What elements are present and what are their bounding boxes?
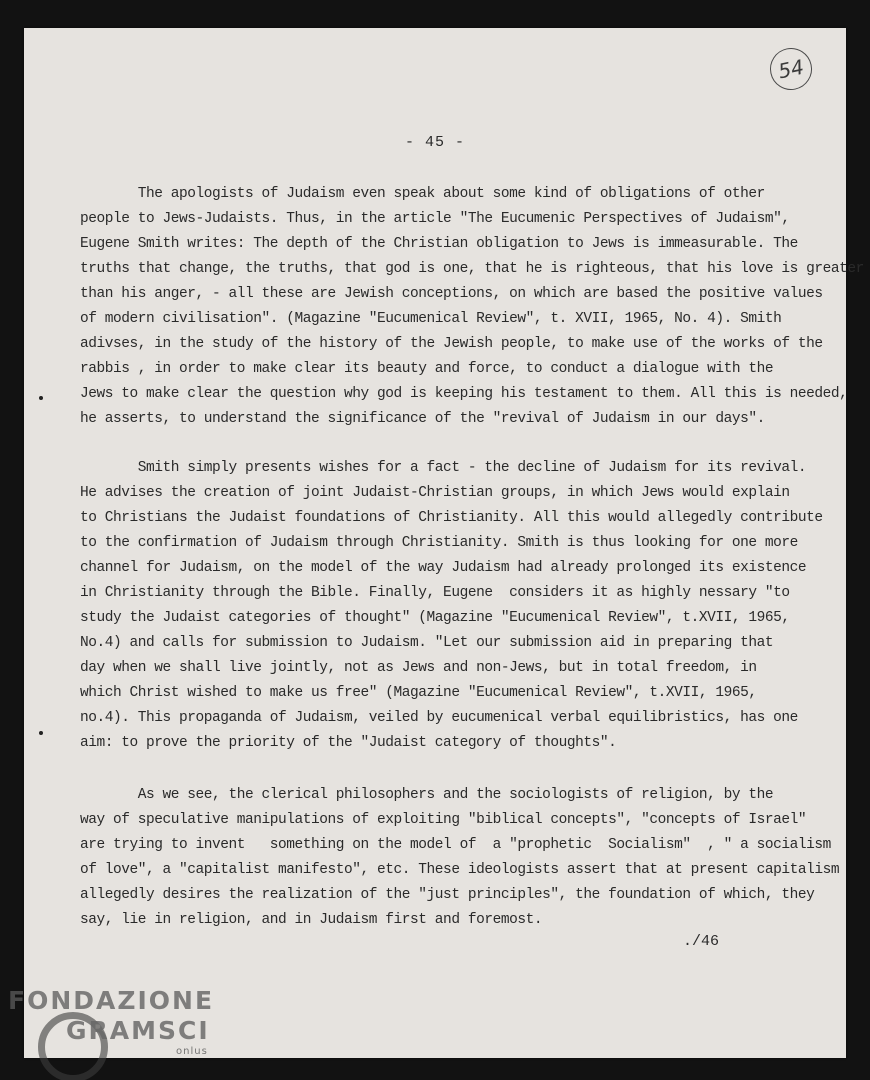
text-line: The apologists of Judaism even speak about some kind of obligations of other xyxy=(80,186,765,202)
text-line: to Christians the Judaist foundations of Christianity. All this would allegedly contribute xyxy=(80,510,823,526)
text-line: day when we shall live jointly, not as Jews and non-Jews, but in total freedom, in xyxy=(80,660,757,676)
text-line: study the Judaist categories of thought" (Magazine "Eucumenical Review", t.XVII, 1965, xyxy=(80,610,790,626)
watermark-logo-icon xyxy=(38,1012,108,1080)
text-line: which Christ wished to make us free" (Magazine "Eucumenical Review", t.XVII, 1965, xyxy=(80,685,757,701)
text-line: Jews to make clear the question why god is keeping his testament to them. All this is needed, xyxy=(80,386,848,402)
page-number: - 45 - xyxy=(404,134,465,151)
text-line: adivses, in the study of the history of the Jewish people, to make use of the works of the xyxy=(80,336,823,352)
watermark-line-1: FONDAZIONE xyxy=(8,986,215,1015)
watermark-suffix: onlus xyxy=(176,1046,208,1057)
text-line: allegedly desires the realization of the "just principles", the foundation of which, they xyxy=(80,887,815,903)
text-line: no.4). This propaganda of Judaism, veiled by eucumenical verbal equilibristics, has one xyxy=(80,710,798,726)
text-line: of love", a "capitalist manifesto", etc. These ideologists assert that at present capitalism xyxy=(80,862,840,878)
text-line: of modern civilisation". (Magazine "Eucumenical Review", t. XVII, 1965, No. 4). Smith xyxy=(80,311,782,327)
text-line: He advises the creation of joint Judaist-Christian groups, in which Jews would explain xyxy=(80,485,790,501)
margin-punch-mark xyxy=(39,396,43,400)
text-line: are trying to invent something on the model of a "prophetic Socialism" , " a socialism xyxy=(80,837,831,853)
text-line: aim: to prove the priority of the "Judaist category of thoughts". xyxy=(80,735,617,751)
text-line: to the confirmation of Judaism through Christianity. Smith is thus looking for one more xyxy=(80,535,798,551)
paragraph-1 xyxy=(80,182,864,432)
paragraph-3 xyxy=(80,783,839,933)
text-line: than his anger, - all these are Jewish conceptions, on which are based the positive values xyxy=(80,286,823,302)
continuation-marker: ./46 xyxy=(683,933,720,950)
text-line: say, lie in religion, and in Judaism first and foremost. xyxy=(80,912,543,928)
text-line: Smith simply presents wishes for a fact - the decline of Judaism for its revival. xyxy=(80,460,807,476)
archive-watermark xyxy=(8,986,215,1057)
text-line: channel for Judaism, on the model of the way Judaism had already prolonged its existence xyxy=(80,560,807,576)
text-line: As we see, the clerical philosophers and the sociologists of religion, by the xyxy=(80,787,774,803)
watermark-line-2: GRAMSCI xyxy=(66,1016,210,1045)
text-line: way of speculative manipulations of exploiting "biblical concepts", "concepts of Israel" xyxy=(80,812,807,828)
margin-punch-mark xyxy=(39,731,43,735)
text-line: he asserts, to understand the significance of the "revival of Judaism in our days". xyxy=(80,411,765,427)
text-line: rabbis , in order to make clear its beauty and force, to conduct a dialogue with the xyxy=(80,361,774,377)
text-line: people to Jews-Judaists. Thus, in the article "The Eucumenic Perspectives of Judaism", xyxy=(80,211,790,227)
text-line: in Christianity through the Bible. Finally, Eugene considers it as highly nessary "to xyxy=(80,585,790,601)
paragraph-2 xyxy=(80,456,823,756)
text-line: No.4) and calls for submission to Judaism. "Let our submission aid in preparing that xyxy=(80,635,774,651)
archive-stamp: 54 xyxy=(766,44,816,94)
text-line: truths that change, the truths, that god is one, that he is righteous, that his love is greater xyxy=(80,261,864,277)
text-line: Eugene Smith writes: The depth of the Christian obligation to Jews is immeasurable. The xyxy=(80,236,798,252)
